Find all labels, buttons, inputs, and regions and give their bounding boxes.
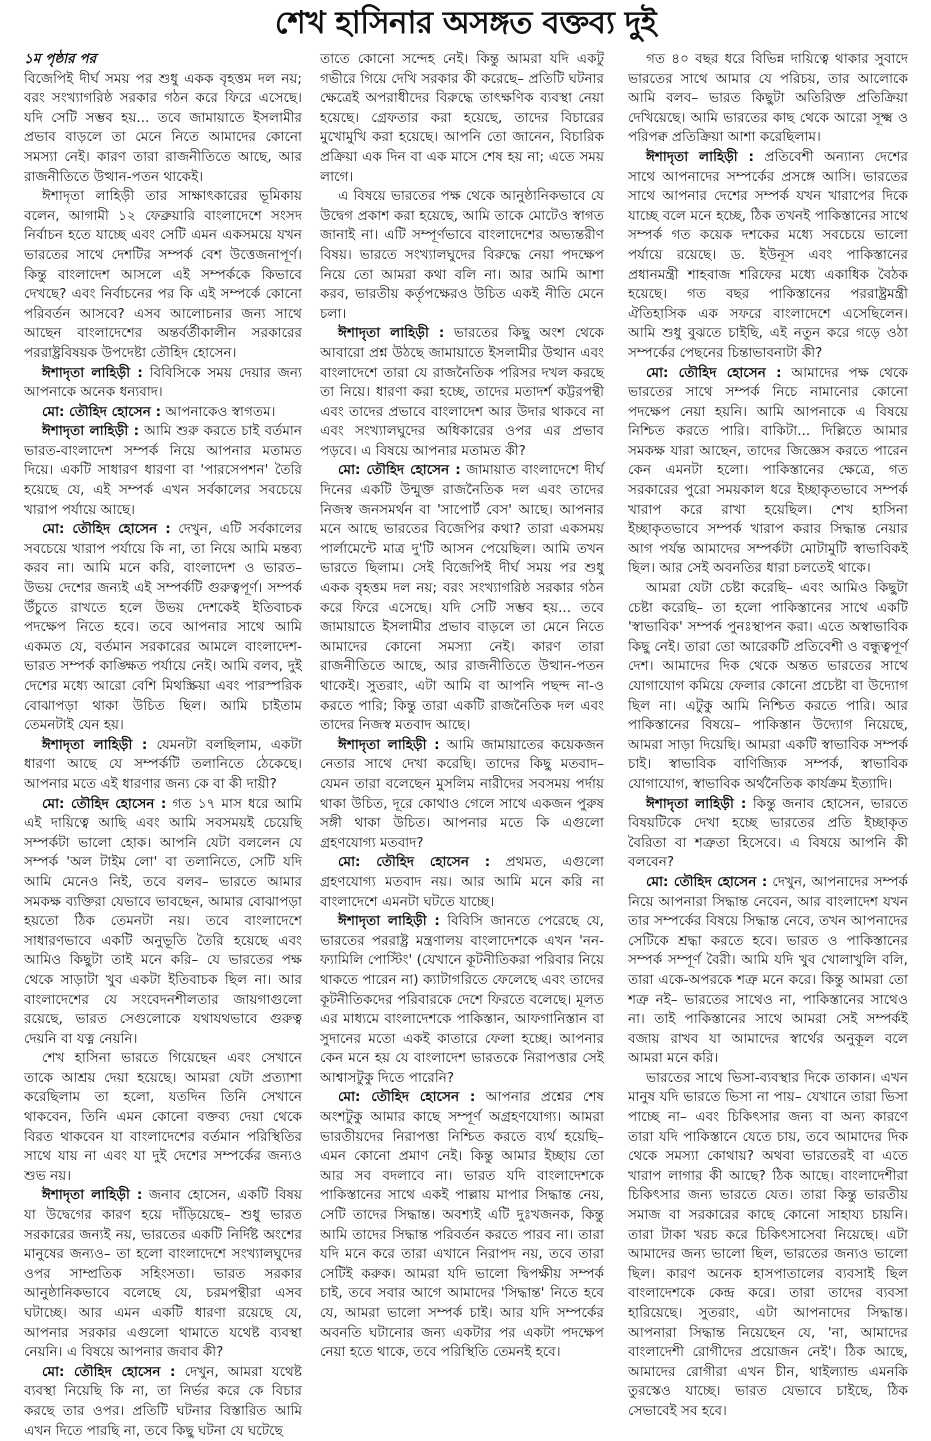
speaker-label: ঈশাদৃতা লাহিড়ী : bbox=[646, 795, 747, 812]
article-paragraph bbox=[628, 579, 908, 795]
paragraph-text: দেখুন, আমরা যথেষ্ট ব্যবস্থা নিয়েছি কি না, তা নির্ভর করে কে বিচার করছে তার ওপর। প্রতিটি ঘটনার বিস্তারিত আমি এখন দিতে পারছি না, তবে কিছু ঘটনা যে ঘটেছে bbox=[24, 1363, 302, 1439]
paragraph-text: প্রতিবেশী অন্যান্য দেশের সাথে আপনাদের সম্পর্কের প্রসঙ্গে আসি। ভারতের সাথে আপনার দেশের সম্পর্ক যখন খারাপের দিকে যাচ্ছে বলে মনে হচ্ছে, ঠিক তখনই পাকিস্তানের সাথে সম্পর্ক গত কয়েক দশকের মধ্যে সবচেয়ে ভালো পর্যায়ে রয়েছে। ড. ইউনূস এবং পাকিস্তানের প্রধানমন্ত্রী শাহবাজ শরিফের মধ্যে একাধিক বৈঠক হয়েছে। গত বছর পাকিস্তানের পররাষ্ট্রমন্ত্রী ঐতিহাসিক এক সফরে বাংলাদেশে এসেছিলেন। আমি শুধু বুঝতে চাইছি, এই নতুন করে গড়ে ওঠা সম্পর্কের পেছনের চিন্তাভাবনাটা কী? bbox=[628, 148, 908, 361]
continued-from-label: ১ম পৃষ্ঠার পর bbox=[24, 51, 97, 67]
article-paragraph bbox=[24, 403, 302, 423]
article-column-3 bbox=[628, 50, 908, 1422]
article-paragraph bbox=[320, 853, 604, 912]
paragraph-text: কিন্তু জনাব হোসেন, ভারতে বিষয়টিকে দেখা হচ্ছে ভারতের প্রতি ইচ্ছাকৃত বৈরিতা বা শত্রুতা হিসেবে। এ বিষয়ে আপনি কী বলবেন? bbox=[628, 795, 908, 871]
paragraph-text: বিবিসি জানতে পেরেছে যে, ভারতের পররাষ্ট্র মন্ত্রণালয় বাংলাদেশকে এখন 'নন-ফ্যামিলি পোস্টিং' (যেখানে কূটনীতিকরা পরিবার নিয়ে থাকতে পারেন না) ক্যাটাগরিতে ফেলেছে এবং তাদের কূটনীতিকদের পরিবারকে দেশে ফিরতে বলেছে। মূলত এর মাধ্যমে বাংলাদেশকে পাকিস্তান, আফগানিস্তান বা সুদানের মতো একই কাতারে ফেলা হচ্ছে। আপনার কেন মনে হয় যে বাংলাদেশ ভারতকে নিরাপত্তার সেই আশ্বাসটুকু দিতে পারেনি? bbox=[320, 913, 604, 1086]
article-paragraph bbox=[24, 187, 302, 363]
paragraph-text: জামায়াত বাংলাদেশে দীর্ঘ দিনের একটি উন্মুক্ত রাজনৈতিক দল এবং তাদের নিজস্ব জনসমর্থন বা 'সাপোর্ট বেস' আছে। আপনার মনে আছে ভারতের বিজেপির কথা? তারা একসময় পার্লামেন্টে মাত্র দু'টি আসন পেয়েছিল। আমি তখন ভারতে ছিলাম। সেই বিজেপিই দীর্ঘ সময় পর শুধু একক বৃহত্তম দল নয়; বরং সংখ্যাগরিষ্ঠ সরকার গঠন করে ফিরে এসেছে। যদি সেটি সম্ভব হয়... তবে জামায়াতে ইসলামীর প্রভাব বাড়লে তা মেনে নিতে আমাদের কোনো সমস্যা নেই। কারণ তারা রাজনীতিতে আছে, আর রাজনীতিতে উত্থান-পতন থাকেই। সুতরাং, এটা আমি বা আপনি পছন্দ না-ও করতে পারি; কিন্তু তারা একটি রাজনৈতিক দল এবং তাদের নিজস্ব মতবাদ আছে। bbox=[320, 462, 604, 734]
article-paragraph bbox=[628, 1069, 908, 1422]
article-paragraph bbox=[24, 70, 302, 188]
article-paragraph bbox=[320, 912, 604, 1088]
paragraph-text: তাতে কোনো সন্দেহ নেই। কিন্তু আমরা যদি একটু গভীরে গিয়ে দেখি সরকার কী করেছে– প্রতিটি ঘটনার ক্ষেত্রেই অপরাধীদের বিরুদ্ধে তাৎক্ষণিক ব্যবস্থা নেয়া হয়েছে। গ্রেফতার করা হয়েছে, তাদের বিচারের মুখোমুখি করা হয়েছে। আপনি তো জানেন, বিচারিক প্রক্রিয়া এক দিন বা এক মাসে শেষ হয় না; এতে সময় লাগে। bbox=[320, 51, 604, 185]
article-paragraph bbox=[320, 736, 604, 854]
speaker-label: মো: তৌহিদ হোসেন : bbox=[338, 854, 491, 871]
speaker-label: ঈশাদৃতা লাহিড়ী : bbox=[338, 325, 445, 342]
speaker-label: ঈশাদৃতা লাহিড়ী : bbox=[42, 1187, 143, 1204]
speaker-label: ঈশাদৃতা লাহিড়ী : bbox=[42, 736, 148, 753]
speaker-label: ঈশাদৃতা লাহিড়ী : bbox=[42, 423, 140, 440]
article-paragraph bbox=[628, 50, 908, 148]
paragraph-text: আপনাকেও স্বাগতম। bbox=[165, 403, 276, 420]
speaker-label: মো: তৌহিদ হোসেন : bbox=[338, 1089, 476, 1106]
article-paragraph bbox=[628, 795, 908, 873]
article-paragraph bbox=[24, 1363, 302, 1441]
speaker-label: মো: তৌহিদ হোসেন : bbox=[646, 873, 768, 890]
article-paragraph bbox=[628, 148, 908, 364]
speaker-label: ঈশাদৃতা লাহিড়ী : bbox=[646, 148, 754, 165]
speaker-label: মো: তৌহিদ হোসেন : bbox=[42, 521, 171, 538]
speaker-label: মো: তৌহিদ হোসেন : bbox=[42, 403, 162, 420]
article-column-1 bbox=[24, 50, 302, 1441]
paragraph-text: জনাব হোসেন, একটি বিষয় যা উদ্বেগের কারণ হয়ে দাঁড়িয়েছে– শুধু ভারত সরকারের জন্যই নয়, ভারতের একটি নির্দিষ্ট অংশের মানুষের জন্যও– তা হলো বাংলাদেশে সংখ্যালঘুদের ওপর সাম্প্রতিক সহিংসতা। ভারত সরকার আনুষ্ঠানিকভাবে বলেছে যে, চরমপন্থীরা এসব ঘটাচ্ছে। আর এমন একটি ধারণা রয়েছে যে, আপনার সরকার এগুলো থামাতে যথেষ্ট ব্যবস্থা নেয়নি। এ বিষয়ে আপনার জবাব কী? bbox=[24, 1187, 302, 1361]
paragraph-text: দেখুন, আপনাদের সম্পর্ক নিয়ে আপনারা সিদ্ধান্ত নেবেন, আর বাংলাদেশ যখন তার সম্পর্কের বিষয়ে সিদ্ধান্ত নেবে, তখন আপনাদের সেটিকে শ্রদ্ধা করতে হবে। ভারত ও পাকিস্তানের সম্পর্ক সম্পূর্ণ বৈরী। আমি যদি খুব খোলাখুলি বলি, তারা একে-অপরকে শত্রু মনে করে। কিন্তু আমরা তো শত্রু নই– ভারতের সাথেও না, পাকিস্তানের সাথেও না। তাই পাকিস্তানের সাথে আমরা সেই সম্পর্কই বজায় রাখব যা আমাদের স্বার্থের অনুকূল বলে আমরা মনে করি। bbox=[628, 873, 908, 1067]
article-column-2 bbox=[320, 50, 604, 1363]
article-paragraph bbox=[628, 364, 908, 580]
paragraph-text: আপনার প্রশ্নের শেষ অংশটুকু আমার কাছে সম্পূর্ণ অগ্রহণযোগ্য। আমরা ভারতীয়দের নিরাপত্তা নিশ্চিত করতে ব্যর্থ হয়েছি– এমন কোনো প্রমাণ নেই। কিন্তু আমার ইচ্ছায় তো আর সব বদলাবে না। ভারত যদি বাংলাদেশকে পাকিস্তানের সাথে একই পাল্লায় মাপার সিদ্ধান্ত নেয়, সেটি তাদের সিদ্ধান্ত। অবশ্যই এটি দুঃখজনক, কিন্তু আমি তাদের সিদ্ধান্ত পরিবর্তন করতে পারব না। তারা যদি মনে করে তারা এখানে নিরাপদ নয়, তবে তারা সেটিই করুক। আমরা যদি ভালো দ্বিপক্ষীয় সম্পর্ক চাই, তবে সবার আগে আমাদের 'সিদ্ধান্ত' নিতে হবে যে, আমরা ভালো সম্পর্ক চাই। আর যদি সম্পর্কের অবনতি ঘটানোর জন্য একটার পর একটা পদক্ষেপ নেয়া হতে থাকে, তবে পরিস্থিতি তেমনই হবে। bbox=[320, 1089, 604, 1361]
speaker-label: মো: তৌহিদ হোসেন : bbox=[646, 364, 782, 381]
paragraph-text: আমরা যেটা চেষ্টা করেছি– এবং আমিও কিছুটা চেষ্টা করেছি– তা হলো পাকিস্তানের সাথে একটি 'স্বাভাবিক' সম্পর্ক পুনঃস্থাপন করা। এতে অস্বাভাবিক কিছু নেই। তারা তো আরেকটি প্রতিবেশী ও বন্ধুত্বপূর্ণ দেশ। আমাদের দিক থেকে অন্তত ভারতের সাথে যোগাযোগ কমিয়ে ফেলার কোনো প্রচেষ্টা বা উদ্যোগ ছিল না। এটুকু আমি নিশ্চিত করতে পারি। আর পাকিস্তানের বিষয়ে– পাকিস্তান উদ্যোগ নিয়েছে, আমরা সাড়া দিয়েছি। আমরা একটি স্বাভাবিক সম্পর্ক চাই। স্বাভাবিক বাণিজ্যিক সম্পর্ক, স্বাভাবিক যোগাযোগ, স্বাভাবিক অর্থনৈতিক কার্যক্রম ইত্যাদি। bbox=[628, 580, 908, 792]
paragraph-text: আমি শুরু করতে চাই বর্তমান ভারত-বাংলাদেশ সম্পর্ক নিয়ে আপনার মতামত দিয়ে। একটি সাধারণ ধারণা বা 'পারসেপশন' তৈরি হয়েছে যে, এই সম্পর্ক এখন সর্বকালের সবচেয়ে খারাপ পর্যায়ে আছে। bbox=[24, 423, 302, 518]
article-paragraph bbox=[320, 324, 604, 461]
paragraph-text: বিজেপিই দীর্ঘ সময় পর শুধু একক বৃহত্তম দল নয়; বরং সংখ্যাগরিষ্ঠ সরকার গঠন করে ফিরে এসেছে। যদি সেটি সম্ভব হয়... তবে জামায়াতে ইসলামীর প্রভাব বাড়লে তা মেনে নিতে আমাদের কোনো সমস্যা নেই। কারণ তারা রাজনীতিতে আছে, আর রাজনীতিতে উত্থান-পতন থাকেই। bbox=[24, 70, 302, 185]
article-paragraph bbox=[320, 1088, 604, 1362]
paragraph-text: বিবিসিকে সময় দেয়ার জন্য আপনাকে অনেক ধন্যবাদ। bbox=[24, 364, 302, 401]
article-paragraph bbox=[320, 187, 604, 324]
speaker-label: মো: তৌহিদ হোসেন : bbox=[42, 1363, 176, 1380]
article-paragraph bbox=[320, 50, 604, 187]
speaker-label: মো: তৌহিদ হোসেন : bbox=[338, 462, 461, 479]
article-paragraph bbox=[24, 736, 302, 795]
paragraph-text: গত ৪০ বছর ধরে বিভিন্ন দায়িত্বে থাকার সুবাদে ভারতের সাথে আমার যে পরিচয়, তার আলোকে আমি বলব– ভারত কিছুটা অতিরিক্ত প্রতিক্রিয়া দেখিয়েছে। আমি ভারতের কাছ থেকে আরো সূক্ষ্ম ও পরিপক্ব প্রতিক্রিয়া আশা করেছিলাম। bbox=[628, 51, 908, 146]
article-paragraph bbox=[24, 1049, 302, 1186]
paragraph-text: এ বিষয়ে ভারতের পক্ষ থেকে আনুষ্ঠানিকভাবে যে উদ্বেগ প্রকাশ করা হয়েছে, আমি তাকে মোটেও স্বাগত জানাই না। এটি সম্পূর্ণভাবে বাংলাদেশের অভ্যন্তরীণ বিষয়। ভারতে সংখ্যালঘুদের বিরুদ্ধে নেয়া পদক্ষেপ নিয়ে তো আমরা কথা বলি না। আর আমি আশা করব, ভারতীয় কর্তৃপক্ষেরও উচিত একই নীতি মেনে চলা। bbox=[320, 188, 604, 322]
article-paragraph bbox=[320, 461, 604, 735]
speaker-label: ঈশাদৃতা লাহিড়ী : bbox=[338, 736, 440, 753]
paragraph-text: গত ১৭ মাস ধরে আমি এই দায়িত্বে আছি এবং আমি সবসময়ই চেয়েছি সম্পর্কটা ভালো হোক। আপনি যেটা বললেন যে সম্পর্ক 'অল টাইম লো' বা তলানিতে, সেটি যদি আমি মেনেও নিই, তবে বলব– ভারতে আমার সমকক্ষ ব্যক্তিরা যেভাবে ভাবছেন, আমার বোঝাপড়া হয়তো ঠিক তেমনটা নয়। তবে বাংলাদেশে সাধারণভাবে একটি অনুভূতি তৈরি হয়েছে এবং আমিও কিছুটা তাই মনে করি– যে ভারতের পক্ষ থেকে সাড়াটা খুব একটা ইতিবাচক ছিল না। আর বাংলাদেশের যে সংবেদনশীলতার জায়গাগুলো রয়েছে, ভারত সেগুলোকে যথাযথভাবে গুরুত্ব দেয়নি বা যত্ন নেয়নি। bbox=[24, 795, 302, 1047]
speaker-label: মো: তৌহিদ হোসেন : bbox=[42, 795, 167, 812]
paragraph-text: ভারতের কিছু অংশ থেকে আবারো প্রশ্ন উঠছে জামায়াতে ইসলামীর উত্থান এবং বাংলাদেশে তারা যে রাজনৈতিক পরিসর দখল করছে তা নিয়ে। ধারণা করা হচ্ছে, তাদের মতাদর্শ কট্টরপন্থী এবং তাদের প্রভাবে বাংলাদেশ আর উদার থাকবে না এবং সংখ্যালঘুদের অধিকারের ওপর এর প্রভাব পড়বে। এ বিষয়ে আপনার মতামত কী? bbox=[320, 325, 604, 459]
paragraph-text: আমাদের পক্ষ থেকে ভারতের সাথে সম্পর্ক নিচে নামানোর কোনো পদক্ষেপ নেয়া হয়নি। আমি আপনাকে এ বিষয়ে নিশ্চিত করতে পারি। বাকিটা... দিল্লিতে আমার সমকক্ষ যারা আছেন, তাদের জিজ্ঞেস করতে পারেন কেন এমনটা হলো। পাকিস্তানের ক্ষেত্রে, গত সরকারের পুরো সময়কাল ধরে ইচ্ছাকৃতভাবে সম্পর্ক খারাপ করে রাখা হয়েছিল। শেখ হাসিনা ইচ্ছাকৃতভাবে সম্পর্ক খারাপ করার সিদ্ধান্ত নেয়ার আগ পর্যন্ত আমাদের সম্পর্কটা মোটামুটি স্বাভাবিকই ছিল। আর সেই অবনতির ধারা চলতেই থাকে। bbox=[628, 364, 908, 577]
article-paragraph bbox=[628, 873, 908, 1069]
speaker-label: ঈশাদৃতা লাহিড়ী : bbox=[42, 364, 143, 381]
paragraph-text: আমি জামায়াতের কয়েকজন নেতার সাথে দেখা করেছি। তাদের কিছু মতবাদ– যেমন তারা বলেছেন মুসলিম নারীদের সবসময় পর্দায় থাকা উচিত, দূরে কোথাও গেলে সাথে একজন পুরুষ সঙ্গী থাকা উচিত। আপনার মতে কি এগুলো গ্রহণযোগ্য মতবাদ? bbox=[320, 736, 604, 851]
paragraph-text: যেমনটা বলছিলাম, একটা ধারণা আছে যে সম্পর্কটি তলানিতে ঠেকেছে। আপনার মতে এই ধারণার জন্য কে বা কী দায়ী? bbox=[24, 736, 302, 792]
article-paragraph bbox=[24, 364, 302, 403]
headline: শেখ হাসিনার অসঙ্গত বক্তব্য দুই bbox=[274, 5, 657, 41]
paragraph-text: শেখ হাসিনা ভারতে গিয়েছেন এবং সেখানে তাকে আশ্রয় দেয়া হয়েছে। আমরা যেটা প্রত্যাশা করেছিলাম তা হলো, যতদিন তিনি সেখানে থাকবেন, তিনি এমন কোনো বক্তব্য দেয়া থেকে বিরত থাকবেন যা বাংলাদেশের বর্তমান পরিস্থিতির সাথে যায় না এবং যা দুই দেশের সম্পর্কের জন্যও শুভ নয়। bbox=[24, 1050, 302, 1184]
article-paragraph bbox=[24, 422, 302, 520]
paragraph-text: ভারতের সাথে ভিসা-ব্যবস্থার দিকে তাকান। এখন মানুষ যদি ভারতে ভিসা না পায়– যেখানে তারা ভিসা পাচ্ছে না– এবং চিকিৎসার জন্য বা অন্য কারণে তারা যদি পাকিস্তানে যেতে চায়, তবে আমাদের দিক থেকে সমস্যা কোথায়? অথবা ভারতেরই বা এতে খারাপ লাগার কী আছে? ঠিক আছে। বাংলাদেশীরা চিকিৎসার জন্য ভারতে যেত। তারা কিন্তু ভারতীয় সমাজ বা সরকারের কাছে কোনো সাহায্য চায়নি। তারা টাকা খরচ করে চিকিৎসাসেবা নিয়েছে। এটা আমাদের জন্য ভালো ছিল, ভারতের জন্যও ভালো ছিল। কারণ অনেক হাসপাতালের ব্যবসাই ছিল বাংলাদেশকে কেন্দ্র করে। তারা তাদের ব্যবসা হারিয়েছে। সুতরাং, এটা আপনাদের সিদ্ধান্ত। আপনারা সিদ্ধান্ত নিয়েছেন যে, 'না, আমাদের বাংলাদেশী রোগীদের প্রয়োজন নেই'। ঠিক আছে, আমাদের রোগীরা এখন চীন, থাইল্যান্ড এমনকি তুরস্কেও যাচ্ছে। ভারত যেভাবে চাইছে, ঠিক সেভাবেই সব হবে। bbox=[628, 1069, 908, 1419]
paragraph-text: দেখুন, এটি সর্বকালের সবচেয়ে খারাপ পর্যায়ে কি না, তা নিয়ে আমি মন্তব্য করব না। আমি মনে করি, বাংলাদেশ ও ভারত– উভয় দেশের জন্যই এই সম্পর্কটি গুরুত্বপূর্ণ। সম্পর্ক উঁচুতে রাখতে হলে উভয় দেশকেই ইতিবাচক পদক্ষেপ নিতে হবে। তবে আপনার সাথে আমি একমত যে, বর্তমান সরকারের আমলে বাংলাদেশ-ভারত সম্পর্ক কাঙ্ক্ষিত পর্যায়ে নেই। আমি বলব, দুই দেশের মধ্যে আরো বেশি মিথস্ক্রিয়া এবং পারস্পরিক বোঝাপড়া থাকা উচিত ছিল। আমি চাইতাম তেমনটাই যেন হয়। bbox=[24, 521, 302, 734]
article-paragraph bbox=[24, 795, 302, 1050]
speaker-label: ঈশাদৃতা লাহিড়ী : bbox=[338, 913, 440, 930]
article-paragraph bbox=[24, 520, 302, 736]
paragraph-text: ঈশাদৃতা লাহিড়ী তার সাক্ষাৎকারের ভূমিকায় বলেন, আগামী ১২ ফেব্রুয়ারি বাংলাদেশে সংসদ নির্বাচন হতে যাচ্ছে এবং সেটি এমন একসময়ে যখন ভারতের সাথে দেশটির সম্পর্ক বেশ উত্তেজনাপূর্ণ। কিন্তু বাংলাদেশ আসলে এই সম্পর্ককে কিভাবে দেখছে? এবং নির্বাচনের পর কি এই সম্পর্কে কোনো পরিবর্তন আসবে? এসব আলোচনার জন্য সাথে আছেন বাংলাদেশের অন্তর্বর্তীকালীন সরকারের পররাষ্ট্রবিষয়ক উপদেষ্টা তৌহিদ হোসেন। bbox=[24, 188, 302, 361]
paragraph-text: প্রথমত, এগুলো গ্রহণযোগ্য মতবাদ নয়। আর আমি মনে করি না বাংলাদেশে এমনটা ঘটতে যাচ্ছে। bbox=[320, 854, 604, 910]
article-paragraph bbox=[24, 1186, 302, 1362]
